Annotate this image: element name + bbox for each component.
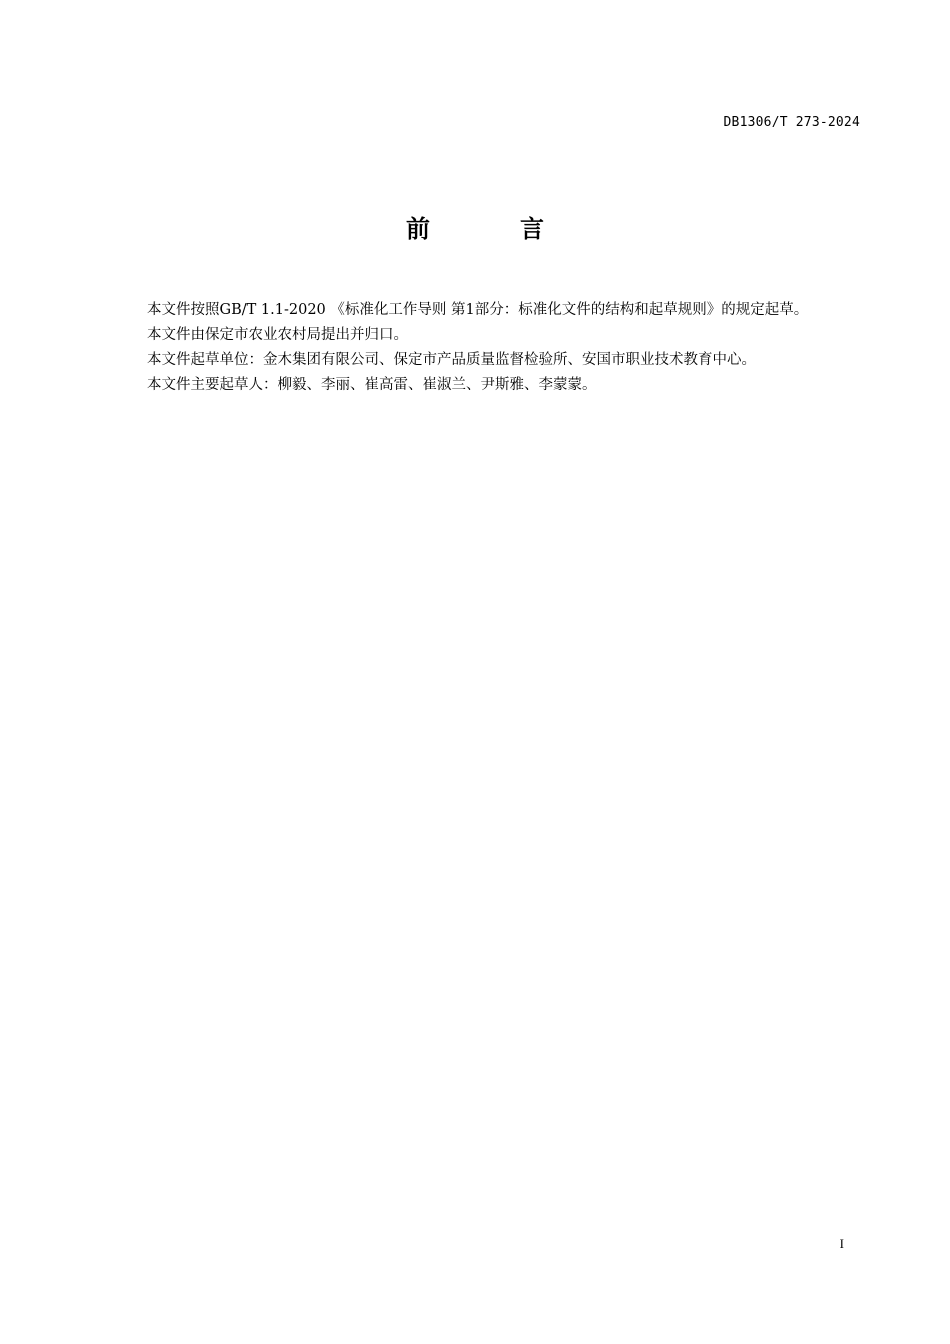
- page-title: [0, 212, 950, 246]
- page-number: I: [839, 1236, 844, 1251]
- paragraph-drafters: 本文件主要起草人：柳毅、李丽、崔高雷、崔淑兰、尹斯雅、李蒙蒙。: [147, 377, 597, 393]
- document-code: DB1306/T 273-2024: [723, 115, 860, 130]
- foreword-body: [114, 298, 860, 398]
- title-char-1: 前: [406, 215, 430, 243]
- paragraph-drafting-units: 本文件起草单位：金木集团有限公司、保定市产品质量监督检验所、安国市职业技术教育中心。: [147, 352, 756, 368]
- title-char-2: 言: [520, 215, 544, 243]
- paragraph-standard-basis: 本文件按照GB/T 1.1-2020 《标准化工作导则 第1部分：标准化文件的结构和起草规则》的规定起草。: [147, 302, 809, 318]
- paragraph-proposer: 本文件由保定市农业农村局提出并归口。: [147, 327, 408, 343]
